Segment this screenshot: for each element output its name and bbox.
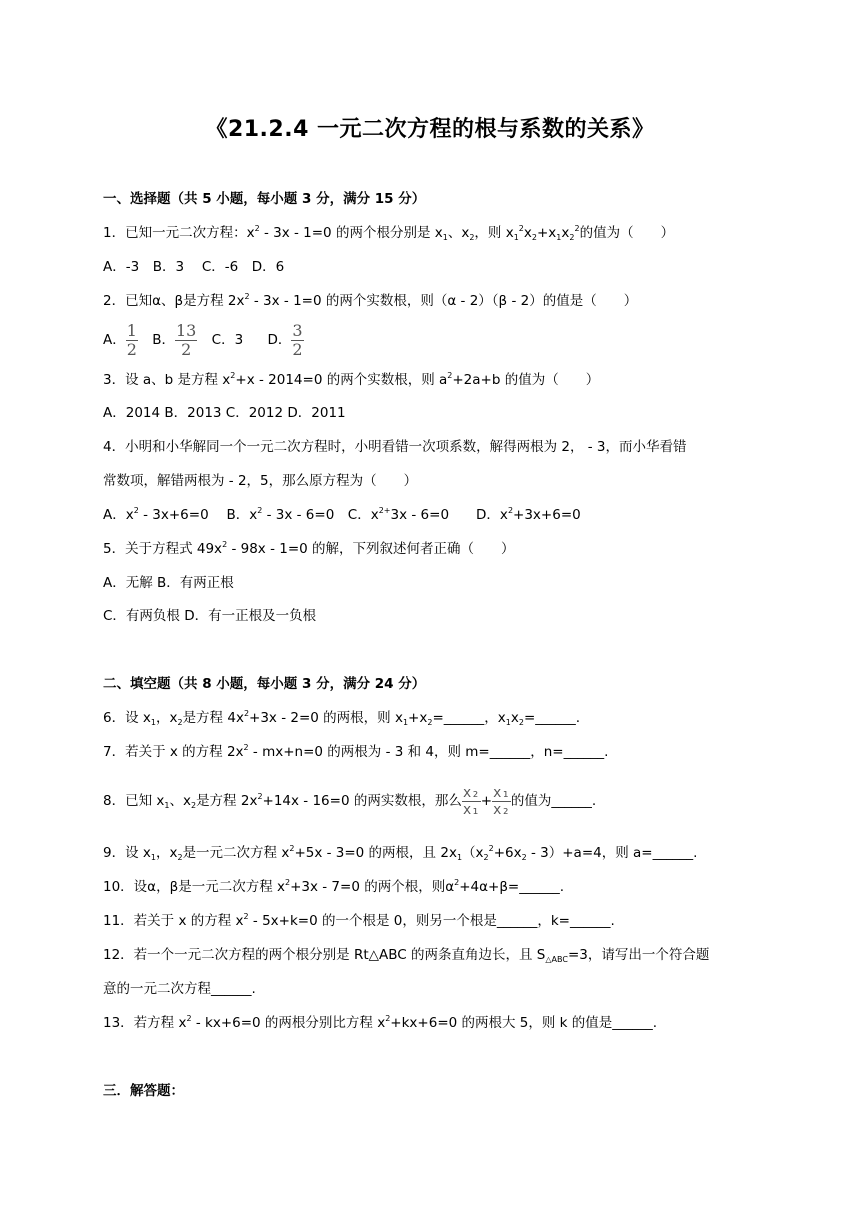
question-11: 11．若关于 x 的方程 $x^2 - 5x+k=0$ 的一个根是 0，则另一个根是______，k=______. <box>103 912 615 929</box>
question-6: 6．设 $x_1$，$x_2$是方程 $4x^2+3x - 2=0$ 的两根，则 $x_1+x_2=\_\_\_\_\_\_$，$x_1x_2=\_\_\_\_\_\_$. <box>103 709 581 727</box>
question-1-options: A．-3 B．3 C．-6 D．6 <box>103 259 285 275</box>
question-1: 1．已知一元二次方程：$x^2 - 3x - 1=0$ 的两个根分别是 $x_1$、$x_2$，则 $x_1^2x_2+x_1x_2^2$的值为（ ） <box>103 224 675 242</box>
section-2-heading: 二、填空题（共 8 小题，每小题 3 分，满分 24 分） <box>103 676 426 692</box>
question-4-options: A．$x^2 - 3x+6=0$ B．$x^2 - 3x - 6=0$ C．$x^{2+}3x - 6=0$ D．$x^2+3x+6=0$ <box>103 506 581 523</box>
question-5: 5．关于方程式 $49x^2 - 98x - 1=0$ 的解，下列叙述何者正确（ ） <box>103 540 515 557</box>
question-5-options-1: A．无解 B．有两正根 <box>103 575 234 591</box>
question-4-line-1: 4．小明和小华解同一个一元二次方程时，小明看错一次项系数，解得两根为 2， - 3，而小华看错 <box>103 439 687 455</box>
question-2-options: A． $\frac{1}{2}$ B． $\frac{13}{2}$ C．3 D． $\frac{3}{2}$ <box>103 320 303 359</box>
question-10: 10．设α，β是一元二次方程 $x^2+3x - 7=0$ 的两个根，则$\alpha^2+4\alpha+\beta=\_\_\_\_\_\_$. <box>103 878 565 895</box>
question-3-options: A．2014 B．2013 C．2012 D．2011 <box>103 405 346 421</box>
question-12-line-2: 意的一元二次方程______. <box>103 981 256 997</box>
question-5-options-2: C．有两负根 D．有一正根及一负根 <box>103 608 317 624</box>
fraction-a: $\frac{1}{2}$ <box>126 320 137 359</box>
section-1-heading: 一、选择题（共 5 小题，每小题 3 分，满分 15 分） <box>103 191 426 207</box>
fraction-d: $\frac{3}{2}$ <box>292 320 303 359</box>
question-13: 13．若方程 $x^2 - kx+6=0$ 的两根分别比方程 $x^2+kx+6=0$ 的两根大 5，则 k 的值是______. <box>103 1014 658 1031</box>
question-8: 8．已知 $x_1$、$x_2$是方程 $2x^2+14x - 16=0$ 的两实数根，那么 $\frac{\text{x₂}}{\text{x₁}}$ + $\frac{\text{x₁}}{\text{x₂}}$ 的值为______. <box>103 784 597 818</box>
question-7: 7．若关于 x 的方程 $2x^2 - mx+n=0$ 的两根为 - 3 和 4，则 m=______，n=______. <box>103 743 609 760</box>
question-9: 9．设 $x_1$，$x_2$是一元二次方程 $x^2+5x - 3=0$ 的两根，且 $2x_1(x_2^2+6x_2 - 3)+a=4$，则 a=______. <box>103 844 698 862</box>
document-title: 《21.2.4 一元二次方程的根与系数的关系》 <box>205 117 655 142</box>
fraction-x2-over-x1: $\frac{\text{x₂}}{\text{x₁}}$ <box>462 784 480 818</box>
question-2: 2．已知α、β是方程 $2x^2 - 3x - 1=0$ 的两个实数根，则（α - 2）（β - 2）的值是（ ） <box>103 292 638 309</box>
question-3: 3．设 a、b 是方程 $x^2+x - 2014=0$ 的两个实数根，则 $a^2+2a+b$ 的值为（ ） <box>103 371 600 388</box>
question-12-line-1: 12．若一个一元二次方程的两个根分别是 Rt△ABC 的两条直角边长，且 $S_{\triangle ABC}=3$，请写出一个符合题 <box>103 947 710 964</box>
fraction-x1-over-x2: $\frac{\text{x₁}}{\text{x₂}}$ <box>493 784 510 818</box>
question-4-line-2: 常数项，解错两根为 - 2，5，那么原方程为（ ） <box>103 473 418 489</box>
fraction-b: $\frac{13}{2}$ <box>176 320 197 359</box>
section-3-heading: 三．解答题： <box>103 1083 184 1099</box>
